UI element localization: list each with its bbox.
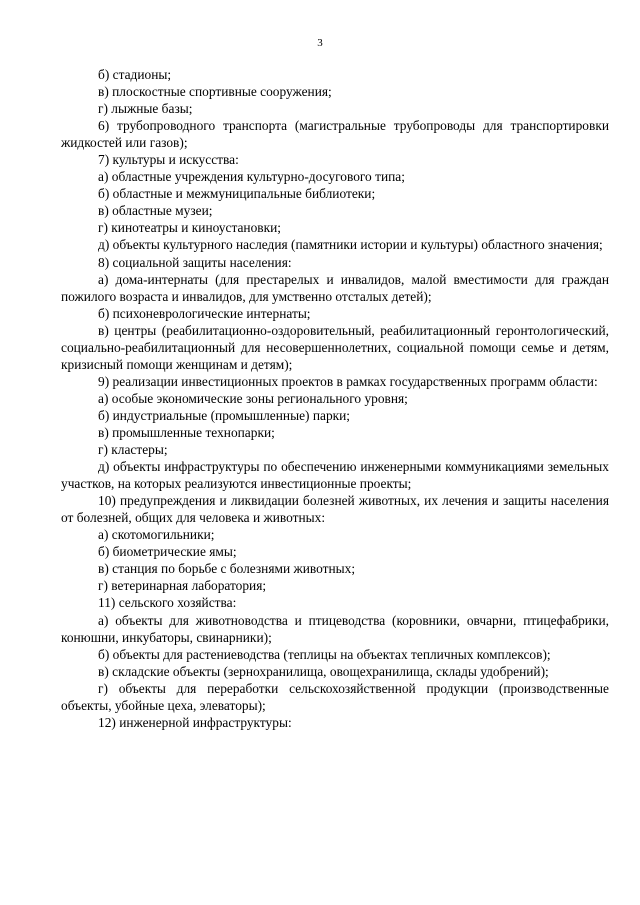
- paragraph: б) психоневрологические интернаты;: [98, 305, 311, 321]
- section-heading: 9) реализации инвестиционных проектов в рамках государственных программ области:: [98, 373, 598, 389]
- paragraph: в) складские объекты (зернохранилища, овощехранилища, склады удобрений);: [98, 663, 549, 679]
- paragraph: а) скотомогильники;: [98, 527, 215, 543]
- paragraph: б) областные и межмуниципальные библиотеки;: [98, 186, 376, 202]
- paragraph: г) лыжные базы;: [98, 101, 193, 117]
- paragraph: в) промышленные технопарки;: [98, 424, 275, 440]
- paragraph: г) объекты для переработки сельскохозяйственной продукции (производственные объекты, убойные цеха, элеваторы);: [61, 680, 609, 713]
- paragraph: в) центры (реабилитационно-оздоровительный, реабилитационный геронтологический, социально-реабилитационный для несовершеннолетних, социальной помощи семье и детям, кризисный помощи женщинам и детям);: [61, 322, 609, 372]
- section-heading: 7) культуры и искусства:: [98, 152, 239, 168]
- paragraph: б) объекты для растениеводства (теплицы на объектах тепличных комплексов);: [98, 646, 551, 662]
- paragraph: б) индустриальные (промышленные) парки;: [98, 407, 351, 423]
- paragraph: а) объекты для животноводства и птицеводства (коровники, овчарни, птицефабрики, конюшни, инкубаторы, свинарники);: [61, 612, 609, 645]
- paragraph: а) дома-интернаты (для престарелых и инвалидов, малой вместимости для граждан пожилого возраста и инвалидов, для умственно отсталых детей);: [61, 271, 609, 304]
- paragraph: а) особые экономические зоны регионального уровня;: [98, 390, 408, 406]
- paragraph: в) станция по борьбе с болезнями животных;: [98, 561, 356, 577]
- paragraph: а) областные учреждения культурно-досугового типа;: [98, 169, 405, 185]
- document-body: [61, 66, 609, 731]
- paragraph: д) объекты инфраструктуры по обеспечению инженерными коммуникациями земельных участков, на которых реализуются инвестиционные проекты;: [61, 459, 609, 492]
- paragraph: в) плоскостные спортивные сооружения;: [98, 84, 332, 100]
- paragraph: г) ветеринарная лаборатория;: [98, 578, 267, 594]
- paragraph: б) стадионы;: [98, 67, 172, 82]
- paragraph: г) кластеры;: [98, 442, 168, 458]
- paragraph: д) объекты культурного наследия (памятники истории и культуры) областного значения;: [98, 237, 603, 253]
- section-heading: 12) инженерной инфраструктуры:: [98, 714, 292, 730]
- paragraph: 6) трубопроводного транспорта (магистральные трубопроводы для транспортировки жидкостей или газов);: [61, 118, 609, 151]
- section-heading: 10) предупреждения и ликвидации болезней животных, их лечения и защиты населения от болезней, общих для человека и животных:: [61, 493, 609, 526]
- section-heading: 11) сельского хозяйства:: [98, 595, 237, 611]
- section-heading: 8) социальной защиты населения:: [98, 254, 292, 270]
- paragraph: г) кинотеатры и киноустановки;: [98, 220, 281, 236]
- paragraph: в) областные музеи;: [98, 203, 213, 219]
- page-number: 3: [317, 37, 323, 49]
- paragraph: б) биометрические ямы;: [98, 544, 237, 560]
